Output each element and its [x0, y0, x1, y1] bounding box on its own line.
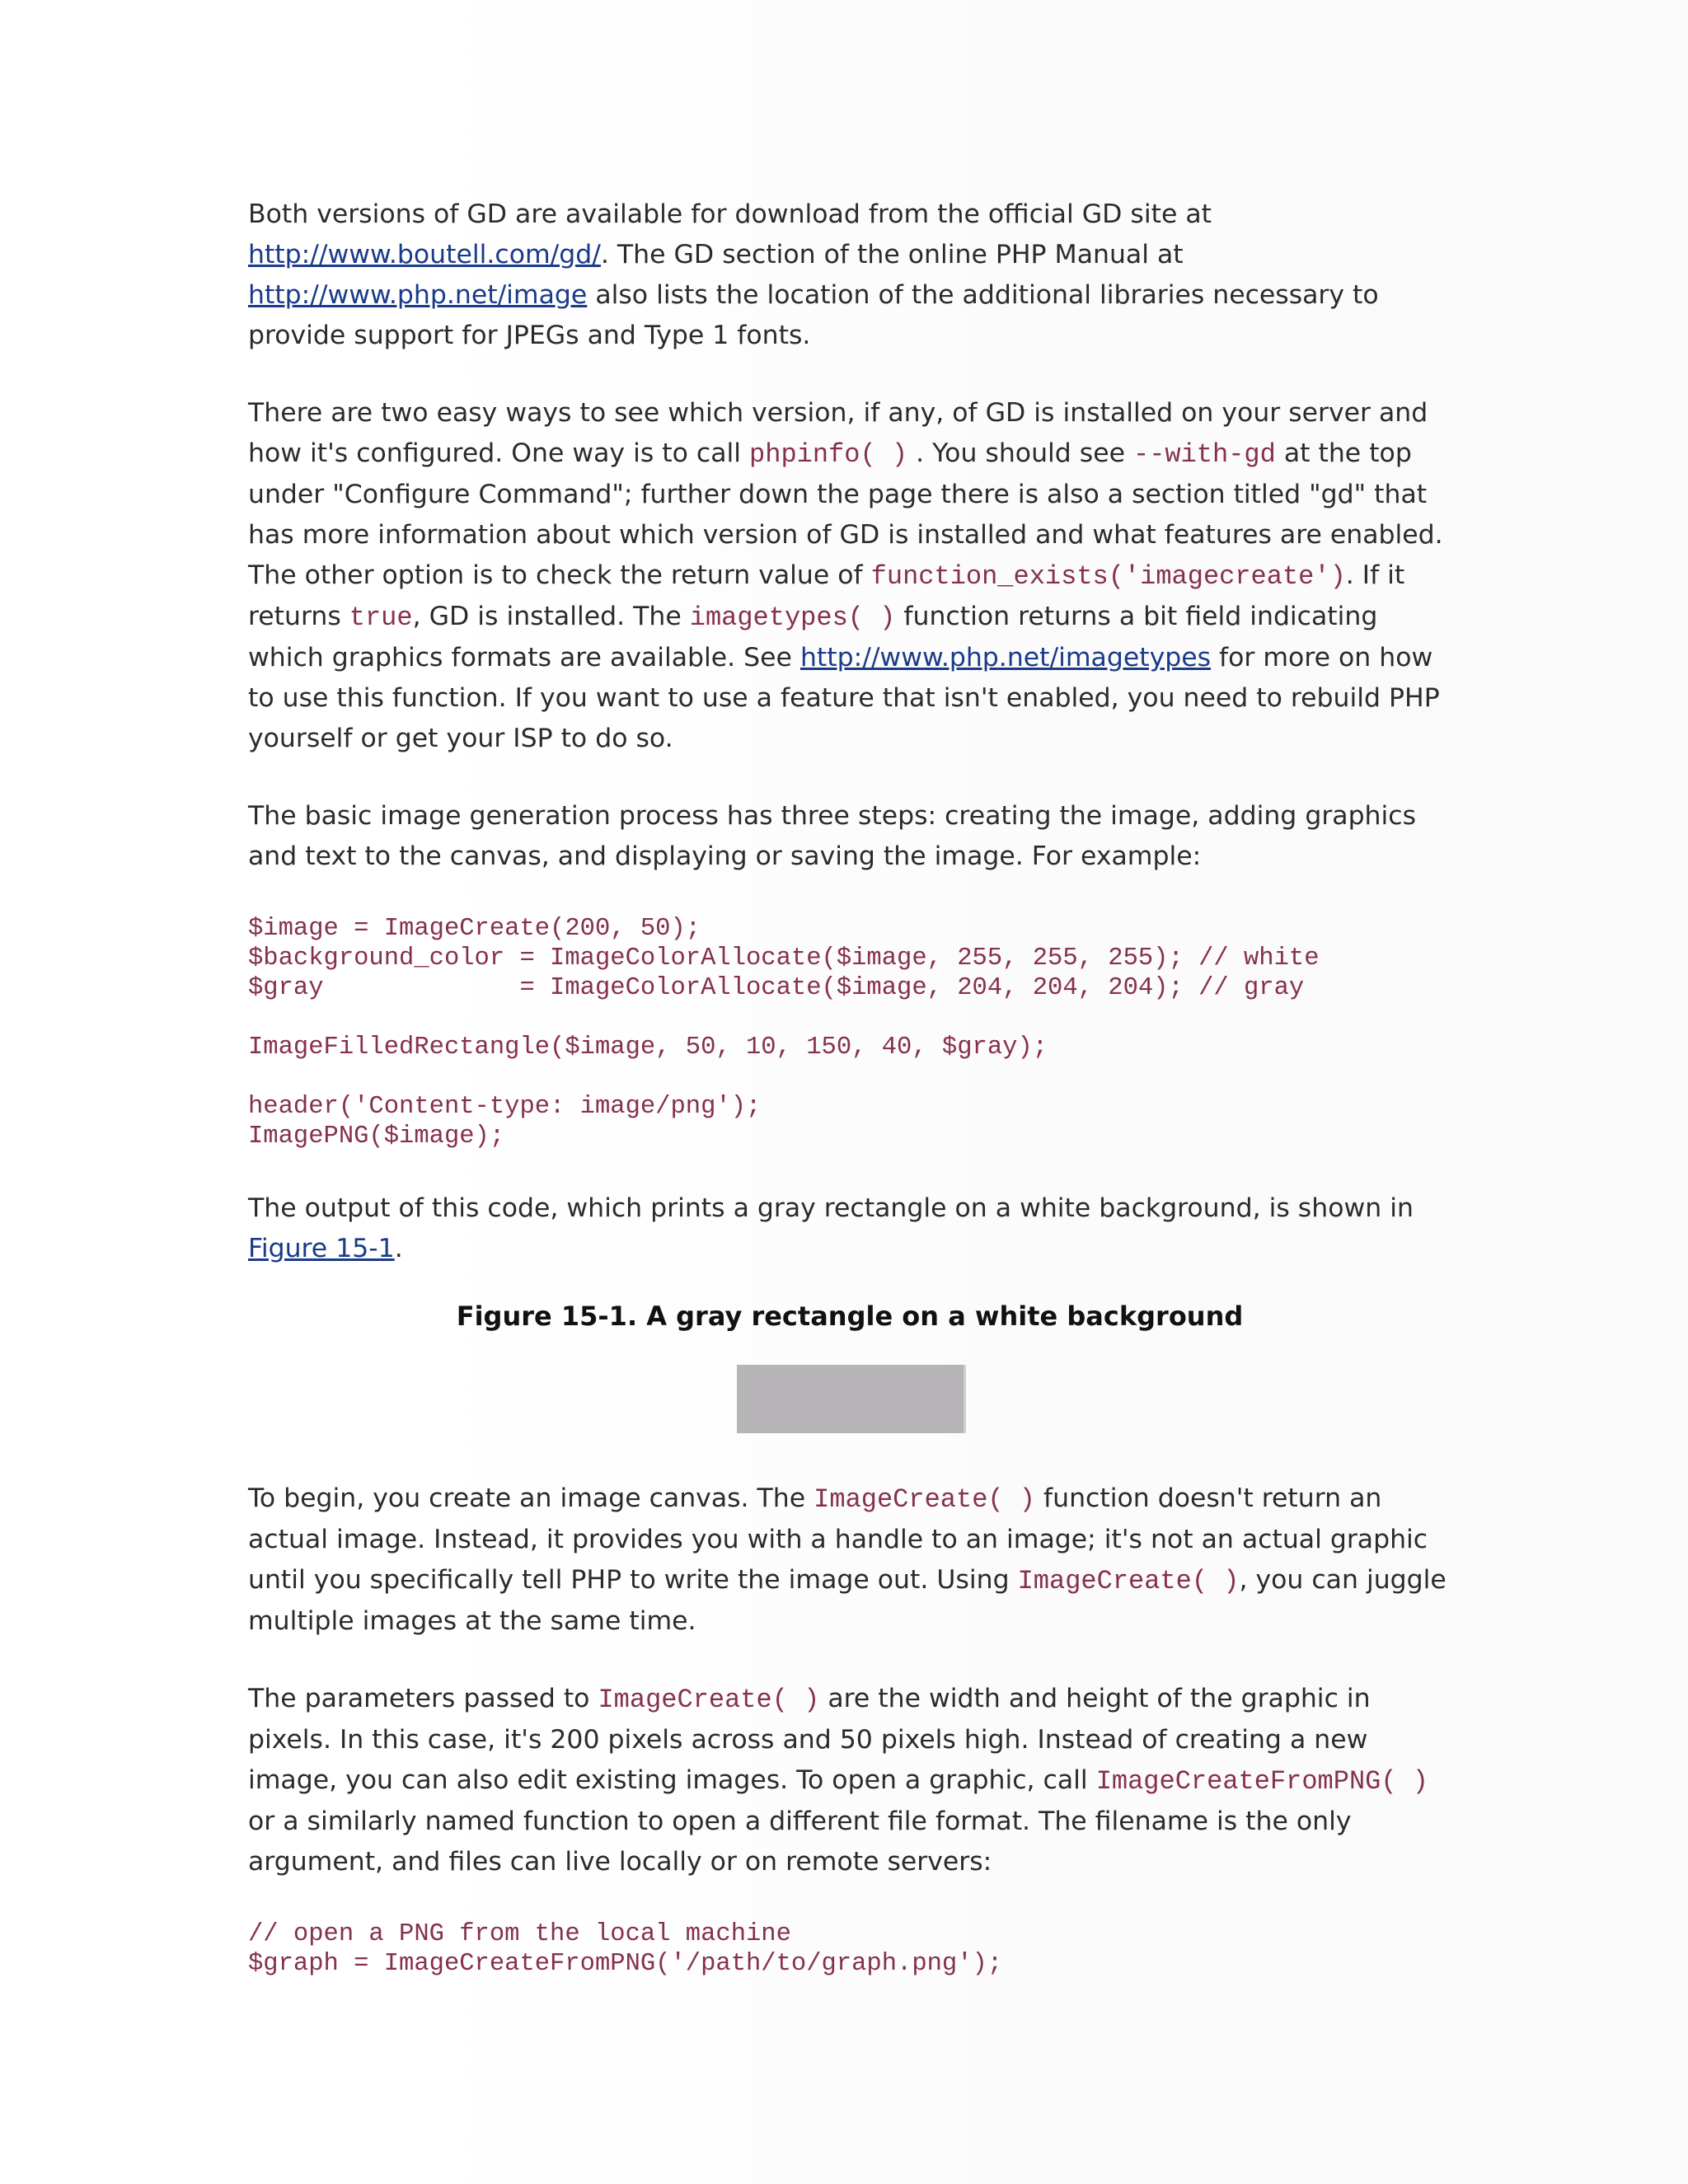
text: To begin, you create an image canvas. The — [248, 1483, 814, 1513]
code-imagecreatefrompng: ImageCreateFromPNG( ) — [1095, 1766, 1428, 1797]
figure-caption: Figure 15-1. A gray rectangle on a white background — [456, 1301, 1244, 1332]
text: , GD is installed. The — [412, 602, 690, 631]
code-true: true — [349, 602, 413, 633]
code-block-filled-rectangle: ImageFilledRectangle($image, 50, 10, 150, 40, $gray); — [248, 1033, 1048, 1062]
text: . The GD section of the online PHP Manual at — [600, 240, 1184, 269]
paragraph-image-canvas — [248, 1479, 1451, 1642]
code-block-create-image: $image = ImageCreate(200, 50); $background_color = ImageColorAllocate($image, 255, 255, 255); // white $gray = ImageColorAllocate($image, 204, 204, 204); // gray — [248, 915, 1320, 1002]
code-phpinfo: phpinfo( ) — [749, 439, 908, 470]
figure-image — [248, 1365, 1451, 1433]
text: . — [394, 1234, 403, 1263]
text: for more on how to use this function. If you want to use a feature that isn't enabled, you need to rebuild PHP yourself or get your ISP to do so. — [248, 643, 1440, 753]
text: , you can juggle multiple images at the same time. — [248, 1565, 1447, 1636]
gray-rectangle-image — [737, 1365, 964, 1433]
link-figure-15-1[interactable]: Figure 15-1 — [248, 1234, 395, 1263]
code-function-exists: function_exists('imagecreate') — [870, 561, 1346, 592]
paragraph-parameters — [248, 1679, 1451, 1882]
text: . If it returns — [248, 560, 1405, 631]
link-boutell-gd[interactable]: http://www.boutell.com/gd/ — [248, 240, 601, 269]
paragraph-output-description — [248, 1188, 1451, 1269]
code-block-open-png: // open a PNG from the local machine $graph = ImageCreateFromPNG('/path/to/graph.png'); — [248, 1920, 1003, 1978]
code-imagecreate: ImageCreate( ) — [598, 1685, 820, 1715]
paragraph-generation-process — [248, 796, 1451, 877]
text: are the width and height of the graphic in pixels. In this case, it's 200 pixels across and 50 pixels high. Instead of creating a new image, you can also edit existing images. To open a graphic, call — [248, 1684, 1371, 1795]
paragraph-gd-version-check — [248, 393, 1451, 759]
text: function doesn't return an actual image. Instead, it provides you with a handle to an image; it's not an actual graphic until you specifically tell PHP to write the image out. Using — [248, 1483, 1428, 1595]
link-php-imagetypes[interactable]: http://www.php.net/imagetypes — [799, 643, 1212, 673]
link-php-image[interactable]: http://www.php.net/image — [248, 280, 588, 310]
paragraph-gd-download — [248, 194, 1451, 356]
code-block-output-png: header('Content-type: image/png'); ImagePNG($image); — [248, 1093, 762, 1151]
code-imagecreate: ImageCreate( ) — [1017, 1566, 1240, 1596]
code-with-gd: --with-gd — [1132, 439, 1276, 470]
text: There are two easy ways to see which version, if any, of GD is installed on your server and how it's configured. One way is to call — [248, 398, 1428, 468]
text: or a similarly named function to open a different file format. The filename is the only argument, and files can live locally or on remote servers: — [248, 1807, 1352, 1877]
text: Both versions of GD are available for download from the official GD site at — [248, 199, 1212, 229]
text: also lists the location of the additional libraries necessary to provide support for JPEGs and Type 1 fonts. — [248, 280, 1379, 350]
text: The basic image generation process has three steps: creating the image, adding graphics and text to the canvas, and displaying or saving the image. For example: — [248, 801, 1417, 871]
document-content — [248, 194, 1451, 2008]
code-imagecreate: ImageCreate( ) — [814, 1484, 1035, 1515]
text: . You should see — [907, 438, 1133, 468]
text: The parameters passed to — [248, 1684, 598, 1713]
text: function returns a bit field indicating which graphics formats are available. See — [248, 602, 1378, 673]
text: at the top under "Configure Command"; further down the page there is also a section titled "gd" that has more information about which version of GD is installed and what features are enabled. The other option is to check the return value of — [248, 438, 1443, 590]
text: The output of this code, which prints a gray rectangle on a white background, is shown in — [248, 1193, 1414, 1223]
code-imagetypes: imagetypes( ) — [689, 602, 896, 633]
